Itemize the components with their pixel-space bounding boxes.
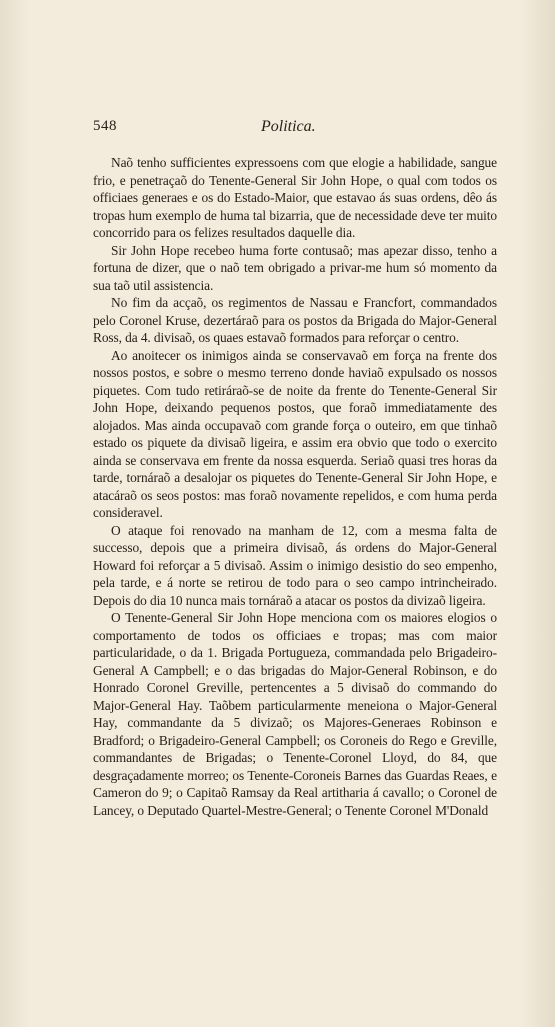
body-text xyxy=(93,154,497,819)
page-number: 548 xyxy=(93,118,117,134)
paragraph-3: No fim da acçaõ, os regimentos de Nassau e Francfort, commandados pelo Coronel Kruse, dezertáraõ para os postos da Brigada do Major-General Ross, da 4. divisaõ, os quaes estavaõ formados para reforçar o centro. xyxy=(93,295,497,345)
paragraph-6: O Tenente-General Sir John Hope menciona com os maiores elogios o comportamento de todos os officiaes e tropas; mas com maior particularidade, o da 1. Brigada Portugueza, commandada pelo Brigadeiro-General A Campbell; e o das brigadas do Major-General Robinson, e do Honrado Coronel Greville, pertencentes a 5 divisaõ do commando do Major-General Hay. Taõbem particularmente meneiona o Major-General Hay, commandante da 5 divizaõ; os Majores-Generaes Robinson e Bradford; o Brigadeiro-General Campbell; os Coroneis do Rego e Greville, commandantes de Brigadas; o Tenente-Coronel Lloyd, do 84, que desgraçadamente morreo; os Tenente-Coroneis Barnes das Guardas Reaes, e Cameron do 9; o Capitaõ Ramsay da Real artitharia á cavallo; o Coronel de Lancey, o Deputado Quartel-Mestre-General; o Tenente Coronel M'Donald xyxy=(93,610,497,818)
paragraph-4: Ao anoitecer os inimigos ainda se conservavaõ em força na frente dos nossos postos, e sobre o mesmo terreno donde haviaõ expulsado os nossos piquetes. Com tudo retiráraõ-se de noite da frente do Tenente-General Sir John Hope, deixando pequenos postos, que foraõ immediatamente des alojados. Mas ainda occupavaõ com grande força o outeiro, em que tinhaõ estado os piquete da divisaõ ligeira, e assim era obvio que todo o exercito ainda se conservava em frente da nossa esquerda. Seriaõ quasi tres horas da tarde, tornáraõ a desalojar os piquetes do Tenente-General Sir John Hope, e atacáraõ os seos postos: mas foraõ novamente repelidos, e com huma perda consideravel. xyxy=(93,347,497,520)
paragraph-5: O ataque foi renovado na manham de 12, com a mesma falta de successo, depois que a primeira divisaõ, ás ordens do Major-General Howard foi reforçar a 5 divisaõ. Assim o inimigo desistio do seo empenho, pela tarde, e á norte se retirou de todo para o seo campo intrincheirado. Depois do dia 10 nunca mais tornáraõ a atacar os postos da divizaõ ligeira. xyxy=(93,522,497,608)
running-title: Politica. xyxy=(261,118,316,135)
page-header xyxy=(93,118,505,140)
paragraph-2: Sir John Hope recebeo huma forte contusaõ; mas apezar disso, tenho a fortuna de dizer, que o naõ tem obrigado a privar-me hum só momento da sua taõ util assistencia. xyxy=(93,242,497,293)
paragraph-1: Naõ tenho sufficientes expressoens com que elogie a habilidade, sangue frio, e penetraçaõ do Tenente-General Sir John Hope, o qual com todos os officiaes generaes e os do Estado-Maior, que estavao ás suas ordens, dêo ás tropas hum exemplo de huma tal bizarria, que de necessidade deve ter muito concorrido para os felizes resultados daquelle dia. xyxy=(93,155,497,240)
